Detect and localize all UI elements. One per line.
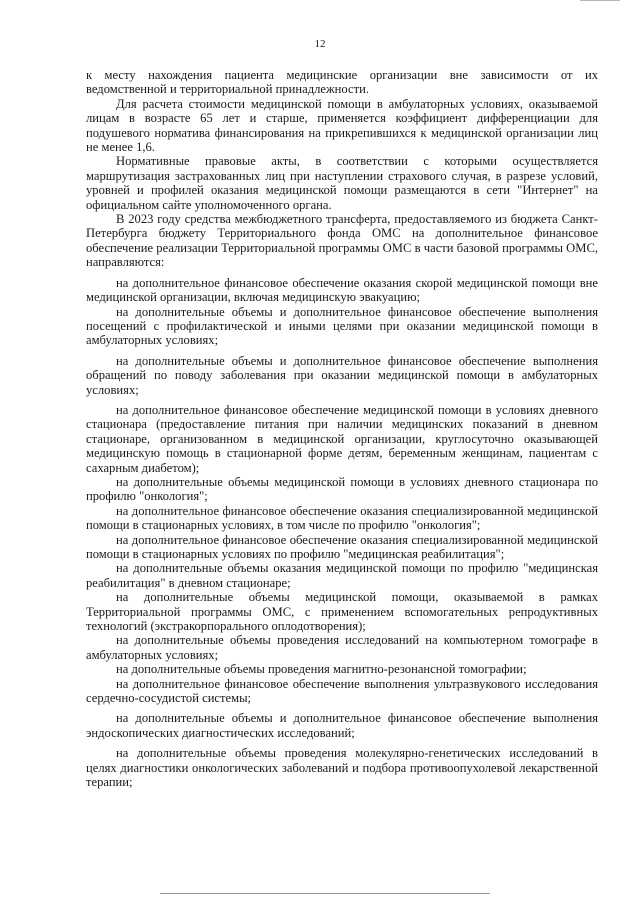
list-item-preventive-visits: на дополнительные объемы и дополнительное финансовое обеспечение выполнения посещений с профилактической и иными целями при оказании медицинской помощи в амбулаторных условиях; bbox=[86, 304, 598, 348]
list-item-inpatient-oncology: на дополнительное финансовое обеспечение оказания специализированной медицинской помощи в стационарных условиях, в том числе по профилю "онкология"; bbox=[86, 503, 598, 533]
list-item-emergency-care: на дополнительное финансовое обеспечение оказания скорой медицинской помощи вне медицинской организации, включая медицинскую эвакуацию; bbox=[86, 275, 598, 305]
footer-line bbox=[160, 893, 490, 894]
body-text bbox=[86, 68, 598, 790]
list-item-ivf: на дополнительные объемы медицинской помощи, оказываемой в рамках Территориальной программы ОМС, с применением вспомогательных репродуктивных технологий (экстракорпорального оплодотворения); bbox=[86, 590, 598, 634]
paragraph-continuation: к месту нахождения пациента медицинские организации вне зависимости от их ведомственной и территориальной принадлежности. bbox=[86, 68, 598, 97]
scan-artifact-line bbox=[580, 0, 620, 1]
paragraph-coefficient: Для расчета стоимости медицинской помощи в амбулаторных условиях, оказываемой лицам в возрасте 65 лет и старше, применяется коэффициент дифференциации для подушевого норматива финансирования на прикрепившихся к медицинской организации лиц не менее 1,6. bbox=[86, 96, 598, 155]
list-item-day-hospital-oncology: на дополнительные объемы медицинской помощи в условиях дневного стационара по профилю "онкология"; bbox=[86, 474, 598, 504]
paragraph-transfer-intro: В 2023 году средства межбюджетного трансферта, предоставляемого из бюджета Санкт-Петербурга бюджету Территориального фонда ОМС на дополнительное финансовое обеспечение реализации Территориальной программы ОМС в части базовой программы ОМС, направляются: bbox=[86, 212, 598, 270]
list-item-endoscopy: на дополнительные объемы и дополнительное финансовое обеспечение выполнения эндоскопических диагностических исследований; bbox=[86, 711, 598, 740]
list-item-inpatient-rehabilitation: на дополнительное финансовое обеспечение оказания специализированной медицинской помощи в стационарных условиях по профилю "медицинская реабилитация"; bbox=[86, 532, 598, 561]
list-item-day-hospital-nutrition: на дополнительное финансовое обеспечение медицинской помощи в условиях дневного стационара (предоставление питания при наличии медицинских показаний в дневном стационаре, организованном в медицинской организации, круглосуточно оказывающей медицинскую помощь в стационарной форме детям, беременным женщинам, пациентам с сахарным диабетом); bbox=[86, 402, 598, 475]
list-item-ultrasound: на дополнительное финансовое обеспечение выполнения ультразвукового исследования сердечно-сосудистой системы; bbox=[86, 676, 598, 706]
page-number: 12 bbox=[314, 38, 326, 50]
list-item-disease-visits: на дополнительные объемы и дополнительное финансовое обеспечение выполнения обращений по поводу заболевания при оказании медицинской помощи в амбулаторных условиях; bbox=[86, 353, 598, 397]
list-item-molecular-genetic: на дополнительные объемы проведения молекулярно-генетических исследований в целях диагностики онкологических заболеваний и подбора противоопухолевой лекарственной терапии; bbox=[86, 746, 598, 790]
list-item-day-hospital-rehabilitation: на дополнительные объемы оказания медицинской помощи по профилю "медицинская реабилитация" в дневном стационаре; bbox=[86, 561, 598, 590]
list-item-mri: на дополнительные объемы проведения магнитно-резонансной томографии; bbox=[116, 662, 527, 677]
paragraph-routing-acts: Нормативные правовые акты, в соответствии с которыми осуществляется маршрутизация застрахованных лиц при наступлении страхового случая, в разрезе условий, уровней и профилей оказания медицинской помощи размещаются в сети "Интернет" на официальном сайте уполномоченного органа. bbox=[86, 154, 598, 212]
list-item-ct: на дополнительные объемы проведения исследований на компьютерном томографе в амбулаторных условиях; bbox=[86, 633, 598, 662]
